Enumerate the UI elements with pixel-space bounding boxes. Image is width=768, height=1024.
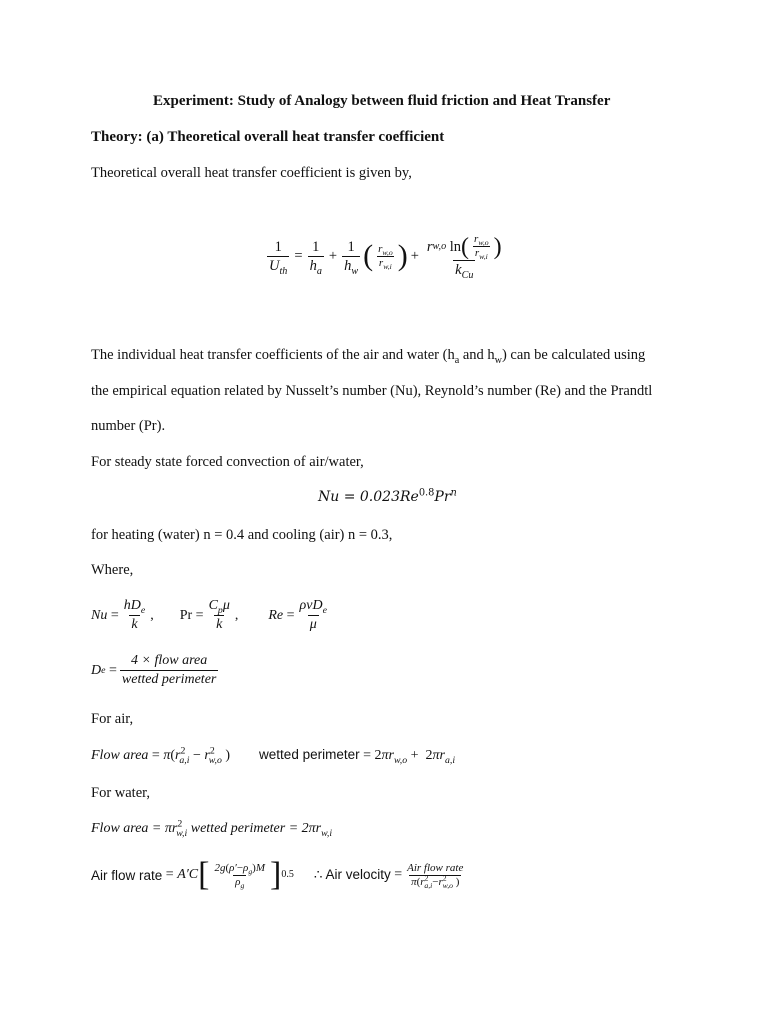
paragraph-line-3: number (Pr). — [91, 418, 166, 434]
steady-state-line: For steady state forced convection of air/water, — [91, 454, 364, 470]
air-flow-rate-equation: Air flow rate = A′C [ $\frac{2g(\rho'-\rho_g)M}{\rho_g}$ ] 0.5 ∴ Air velocity = $\frac{\text{Air flow rate}}{\pi(r^2_{a,i}-r^2_{w,o} )}$ — [91, 856, 464, 893]
paragraph-line-1: The individual heat transfer coefficients of the air and water ($h_a$ and $h_w$) can be calculated using — [91, 347, 646, 366]
where-label: Where, — [91, 562, 134, 578]
fraction-1-over-hw: $\frac{1}{h_w}$ — [344, 238, 359, 277]
nu-definition-fraction: $\frac{hD_e}{k}$ — [123, 598, 146, 632]
for-water-label: For water, — [91, 785, 151, 801]
intro-line: Theoretical overall heat transfer coefficient is given by, — [91, 165, 412, 181]
overall-u-equation: $\frac{1}{U_{th}}$ = $\frac{1}{h_a}$ + $\frac{1}{h_w}$ ( $\frac{r_{w,o}}{r_{w,i}}$ ) + r w,o ln ( $\frac{r_{w,o}}{r_{w,i}}$ ) $k_{Cu}$ — [269, 233, 502, 281]
document-title: Experiment: Study of Analogy between fluid friction and Heat Transfer — [153, 93, 611, 109]
paragraph-line-2: the empirical equation related by Nusselt’s number (Nu), Reynold’s number (Re) and the Prandtl — [91, 383, 653, 399]
dimensionless-definitions: Nu = $\frac{hD_e}{k}$ , Pr = $\frac{C_p\mu}{k}$ , Re = $\frac{\rho vD_e}{\mu}$ — [91, 598, 327, 632]
for-air-label: For air, — [91, 711, 134, 727]
air-flow-area-equation: Flow area = $\pi(r^2_{a,i} - r^2_{w,o}$ ) wetted perimeter = $2\pi r_{w,o} + 2\pi r_{a,i}$ — [91, 745, 456, 766]
water-flow-area-equation: Flow area = $\pi r^2_{w,i}$ wetted perimeter = $2\pi r_{w,i}$ — [91, 818, 333, 839]
equivalent-diameter-equation: D e = $\frac{\text{4 × flow area}}{\text{wetted perimeter}}$ — [91, 653, 217, 687]
fraction-log-term: r w,o ln ( $\frac{r_{w,o}}{r_{w,i}}$ ) $k_{Cu}$ — [426, 233, 502, 281]
heating-cooling-line: for heating (water) n = 0.4 and cooling (air) n = 0.3, — [91, 527, 393, 543]
air-velocity-fraction: $\frac{\text{Air flow rate}}{\pi(r^2_{a,i}-r^2_{w,o} )}$ — [407, 861, 464, 890]
fraction-1-over-uth: $\frac{1}{U_{th}}$ — [269, 238, 288, 277]
nusselt-equation: $Nu = 0.023Re^{0.8}Pr^n$ — [318, 487, 457, 505]
pr-definition-fraction: $\frac{C_p\mu}{k}$ — [208, 598, 230, 632]
fraction-1-over-ha: $\frac{1}{h_a}$ — [309, 238, 322, 277]
de-fraction: $\frac{\text{4 × flow area}}{\text{wetted perimeter}}$ — [121, 653, 217, 687]
re-definition-fraction: $\frac{\rho vD_e}{\mu}$ — [299, 598, 327, 632]
theory-heading: Theory: (a) Theoretical overall heat transfer coefficient — [91, 129, 445, 145]
fraction-rwo-over-rwi: $\frac{r_{w,o}}{r_{w,i}}$ — [378, 242, 393, 271]
air-flow-rate-fraction: $\frac{2g(\rho'-\rho_g)M}{\rho_g}$ — [214, 861, 266, 890]
